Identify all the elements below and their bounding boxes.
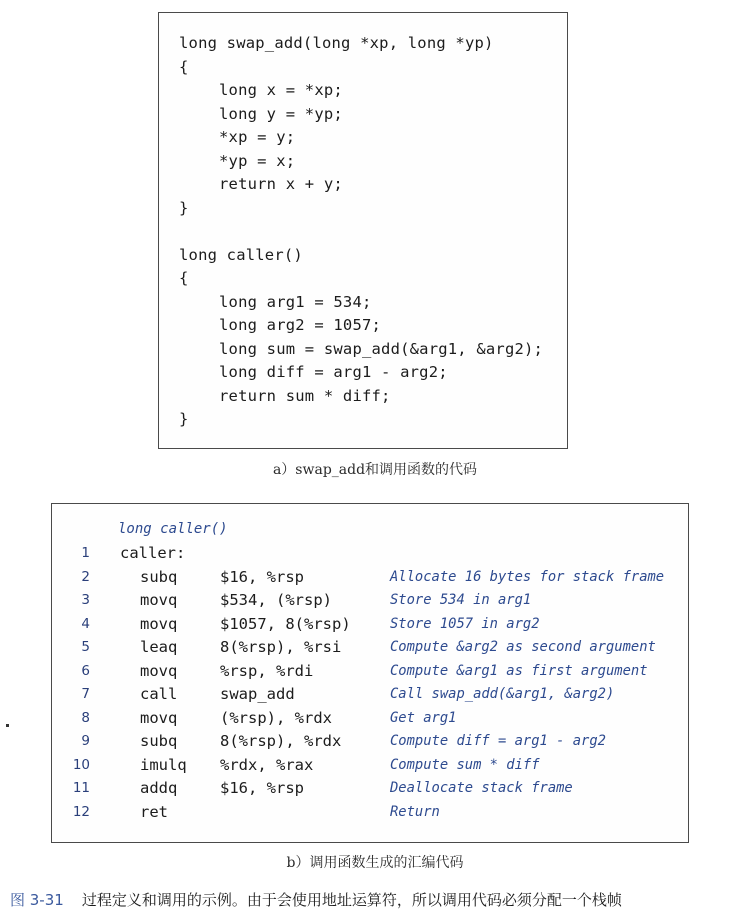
assembly-row bbox=[52, 754, 688, 778]
assembly-opcode: subq bbox=[140, 732, 178, 750]
figure-number: 图 3-31 bbox=[10, 891, 64, 909]
code-line bbox=[179, 197, 189, 221]
assembly-comment: Return bbox=[390, 803, 440, 820]
line-number: 1 bbox=[81, 545, 90, 561]
c-source-code-box bbox=[158, 12, 568, 449]
assembly-operands: %rsp, %rdi bbox=[220, 661, 314, 680]
assembly-comment: Get arg1 bbox=[390, 709, 457, 726]
assembly-operands: $534, (%rsp) bbox=[220, 591, 332, 609]
assembly-operands: 8(%rsp), %rsi bbox=[220, 638, 342, 656]
code-line bbox=[219, 338, 543, 362]
code-line bbox=[219, 126, 295, 150]
line-number: 3 bbox=[81, 592, 90, 608]
assembly-comment: Compute sum * diff bbox=[390, 756, 540, 773]
code-text: *xp = y; bbox=[219, 128, 296, 146]
assembly-comment: Compute &arg2 as second argument bbox=[390, 639, 656, 655]
code-line bbox=[179, 32, 494, 56]
assembly-comment: Store 1057 in arg2 bbox=[390, 615, 540, 632]
subfigure-b-caption: b）调用函数生成的汇编代码 bbox=[286, 855, 464, 871]
c-source-code bbox=[159, 13, 567, 448]
code-line bbox=[219, 173, 343, 197]
code-text: return sum * diff; bbox=[219, 386, 391, 405]
line-number: 8 bbox=[81, 709, 90, 726]
assembly-code-box bbox=[51, 503, 689, 843]
figure-caption-text: 过程定义和调用的示例。由于会使用地址运算符，所以调用代码必须分配一个栈帧 bbox=[81, 891, 622, 909]
assembly-operands: (%rsp), %rdx bbox=[220, 708, 332, 727]
code-text: long caller() bbox=[179, 245, 303, 264]
code-line bbox=[179, 408, 189, 432]
assembly-opcode: leaq bbox=[140, 638, 178, 656]
assembly-row bbox=[52, 707, 688, 731]
assembly-row bbox=[52, 636, 688, 660]
code-line bbox=[179, 267, 189, 291]
assembly-row bbox=[52, 683, 688, 707]
assembly-comment: Call swap_add(&arg1, &arg2) bbox=[390, 686, 615, 702]
code-text: } bbox=[179, 198, 189, 217]
code-text: long x = *xp; bbox=[219, 81, 343, 99]
code-text: long diff = arg1 - arg2; bbox=[219, 363, 448, 381]
code-text: } bbox=[179, 410, 189, 428]
assembly-opcode: movq bbox=[140, 708, 178, 727]
assembly-comment: Compute diff = arg1 - arg2 bbox=[390, 733, 606, 749]
assembly-comment: Allocate 16 bytes for stack frame bbox=[390, 568, 665, 585]
line-number: 6 bbox=[81, 662, 90, 679]
assembly-comment: Store 534 in arg1 bbox=[390, 592, 532, 608]
assembly-opcode: imulq bbox=[140, 755, 187, 774]
code-line bbox=[179, 56, 189, 80]
assembly-label: caller: bbox=[120, 544, 186, 562]
code-line bbox=[219, 79, 343, 103]
code-text: long sum = swap_add(&arg1, &arg2); bbox=[219, 339, 544, 358]
assembly-opcode: movq bbox=[140, 661, 178, 680]
code-line bbox=[219, 314, 381, 338]
code-line bbox=[219, 150, 295, 174]
code-line bbox=[219, 385, 391, 409]
code-text: { bbox=[179, 269, 189, 287]
code-text: return x + y; bbox=[219, 175, 343, 193]
line-number: 12 bbox=[72, 803, 90, 820]
assembly-opcode: subq bbox=[140, 567, 178, 586]
code-text: *yp = x; bbox=[219, 151, 296, 170]
code-text: long y = *yp; bbox=[219, 104, 343, 123]
line-number: 2 bbox=[81, 568, 90, 585]
code-line bbox=[179, 244, 303, 268]
line-number: 11 bbox=[72, 780, 90, 796]
assembly-row bbox=[52, 542, 688, 566]
assembly-operands: $16, %rsp bbox=[220, 567, 304, 586]
line-number: 4 bbox=[81, 615, 90, 632]
line-number: 9 bbox=[81, 733, 90, 749]
assembly-opcode: movq bbox=[140, 591, 178, 609]
assembly-row bbox=[52, 660, 688, 684]
code-line bbox=[219, 361, 448, 385]
assembly-operands: %rdx, %rax bbox=[220, 755, 314, 774]
assembly-comment: Compute &arg1 as first argument bbox=[390, 662, 648, 679]
assembly-opcode: ret bbox=[140, 802, 168, 821]
assembly-operands: swap_add bbox=[220, 685, 295, 703]
code-text: long arg2 = 1057; bbox=[219, 316, 382, 334]
assembly-operands: 8(%rsp), %rdx bbox=[220, 732, 342, 750]
subfigure-a-caption: a）swap_add和调用函数的代码 bbox=[272, 462, 478, 478]
code-text: { bbox=[179, 57, 189, 76]
assembly-opcode: movq bbox=[140, 614, 178, 633]
assembly-row bbox=[52, 566, 688, 590]
assembly-opcode: call bbox=[140, 685, 178, 703]
figure-caption bbox=[10, 889, 622, 910]
assembly-row bbox=[52, 589, 688, 613]
line-number: 10 bbox=[72, 756, 90, 773]
scan-speck bbox=[6, 724, 9, 727]
assembly-comment: Deallocate stack frame bbox=[390, 780, 573, 796]
line-number: 5 bbox=[81, 639, 90, 655]
assembly-row bbox=[52, 801, 688, 825]
assembly-row bbox=[52, 777, 688, 801]
code-text: long arg1 = 534; bbox=[219, 292, 372, 311]
assembly-row bbox=[52, 730, 688, 754]
line-number: 7 bbox=[81, 686, 90, 702]
code-line bbox=[219, 291, 372, 315]
code-line bbox=[219, 103, 343, 127]
assembly-header: long caller() bbox=[118, 521, 228, 537]
assembly-opcode: addq bbox=[140, 779, 178, 797]
assembly-operands: $16, %rsp bbox=[220, 779, 304, 797]
assembly-row bbox=[52, 613, 688, 637]
assembly-operands: $1057, 8(%rsp) bbox=[220, 614, 351, 633]
code-text: long swap_add(long *xp, long *yp) bbox=[179, 34, 494, 52]
